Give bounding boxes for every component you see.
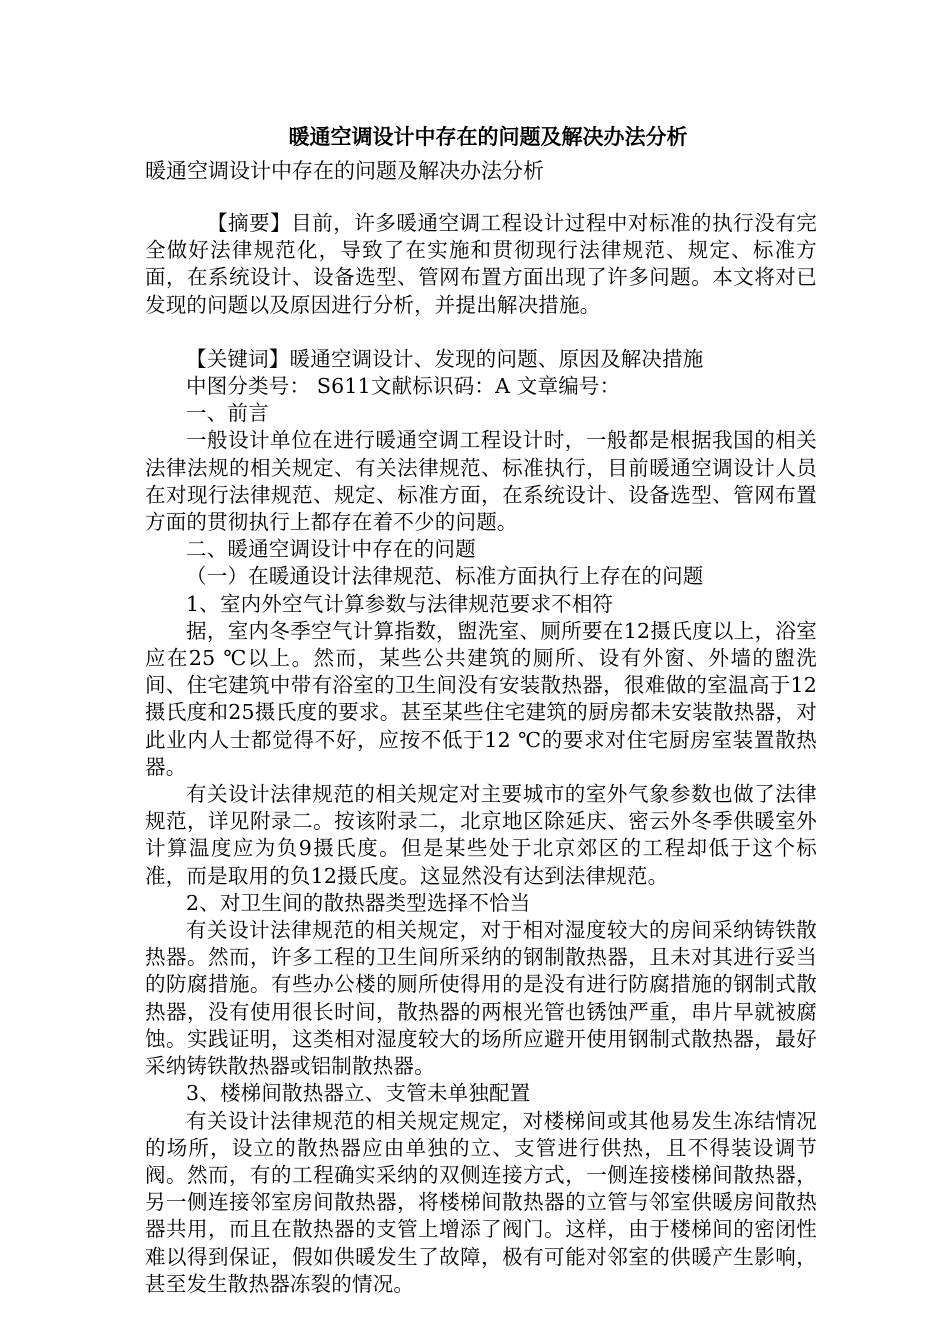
- spacer: [145, 319, 817, 346]
- item-heading-3: 3、楼梯间散热器立、支管未单独配置: [186, 1081, 531, 1106]
- document-page: [145, 118, 817, 1298]
- item3-paragraph: 有关设计法律规范的相关规定规定，对楼梯间或其他易发生冻结情况的场所，设立的散热器应由单独的立、支管进行供热，且不得装设调节阀。然而，有的工程确实采纳的双侧连接方式，一侧连接楼梯间散热器，另一侧连接邻室房间散热器，将楼梯间散热器的立管与邻室供暖房间散热器共用，而且在散热器的支管上增添了阀门。这样，由于楼梯间的密闭性难以得到保证，假如供暖发生了故障，极有可能对邻室的供暖产生影响，甚至发生散热器冻裂的情况。: [145, 1108, 817, 1296]
- item-heading-2: 2、对卫生间的散热器类型选择不恰当: [186, 890, 531, 915]
- item2-paragraph: 有关设计法律规范的相关规定，对于相对湿度较大的房间采纳铸铁散热器。然而，许多工程的卫生间所采纳的钢制散热器，且未对其进行妥当的防腐措施。有些办公楼的厕所使得用的是没有进行防腐措施的钢制式散热器，没有使用很长时间，散热器的两根光管也锈蚀严重，串片早就被腐蚀。实践证明，这类相对湿度较大的场所应避开使用钢制式散热器，最好采纳铸铁散热器或铝制散热器。: [145, 918, 817, 1079]
- keywords-line: 【关键词】暖通空调设计、发现的问题、原因及解决措施: [186, 346, 704, 371]
- classification-line: 中图分类号： S611文献标识码：A 文章编号：: [186, 374, 621, 399]
- intro-paragraph: 一般设计单位在进行暖通空调工程设计时，一般都是根据我国的相关法律法规的相关规定、有关法律规范、标准执行，目前暖通空调设计人员在对现行法律规范、规定、标准方面，在系统设计、设备选型、管网布置方面的贯彻执行上都存在着不少的问题。: [145, 428, 817, 535]
- item1-paragraph-1: 据，室内冬季空气计算指数，盥洗室、厕所要在12摄氏度以上，浴室应在25 ℃以上。然而，某些公共建筑的厕所、设有外窗、外墙的盥洗间、住宅建筑中带有浴室的卫生间没有安装散热器，很难做的室温高于12 摄氏度和25摄氏度的要求。甚至某些住宅建筑的厨房都未安装散热器，对此业内人士都觉得不好，应按不低于12 ℃的要求对住宅厨房室装置散热器。: [145, 618, 817, 779]
- item-heading-1: 1、室内外空气计算参数与法律规范要求不相符: [186, 591, 614, 616]
- abstract-paragraph: 【摘要】目前，许多暖通空调工程设计过程中对标准的执行没有完全做好法律规范化，导致了在实施和贯彻现行法律规范、规定、标准方面，在系统设计、设备选型、管网布置方面出现了许多问题。本文将对已发现的问题以及原因进行分析，并提出解决措施。: [145, 211, 817, 317]
- subsection-heading-standards: （一）在暖通设计法律规范、标准方面执行上存在的问题: [186, 564, 704, 589]
- section-heading-intro: 一、前言: [186, 401, 269, 426]
- spacer: [145, 186, 817, 210]
- document-subtitle: 暖通空调设计中存在的问题及解决办法分析: [145, 159, 544, 183]
- document-title: 暖通空调设计中存在的问题及解决办法分析: [288, 124, 688, 149]
- section-heading-problems: 二、暖通空调设计中存在的问题: [186, 537, 476, 562]
- item1-paragraph-2: 有关设计法律规范的相关规定对主要城市的室外气象参数也做了法律规范，详见附录二。按该附录二，北京地区除延庆、密云外冬季供暖室外计算温度应为负9摄氏度。但是某些处于北京郊区的工程却低于这个标准，而是取用的负12摄氏度。这显然没有达到法律规范。: [145, 782, 817, 888]
